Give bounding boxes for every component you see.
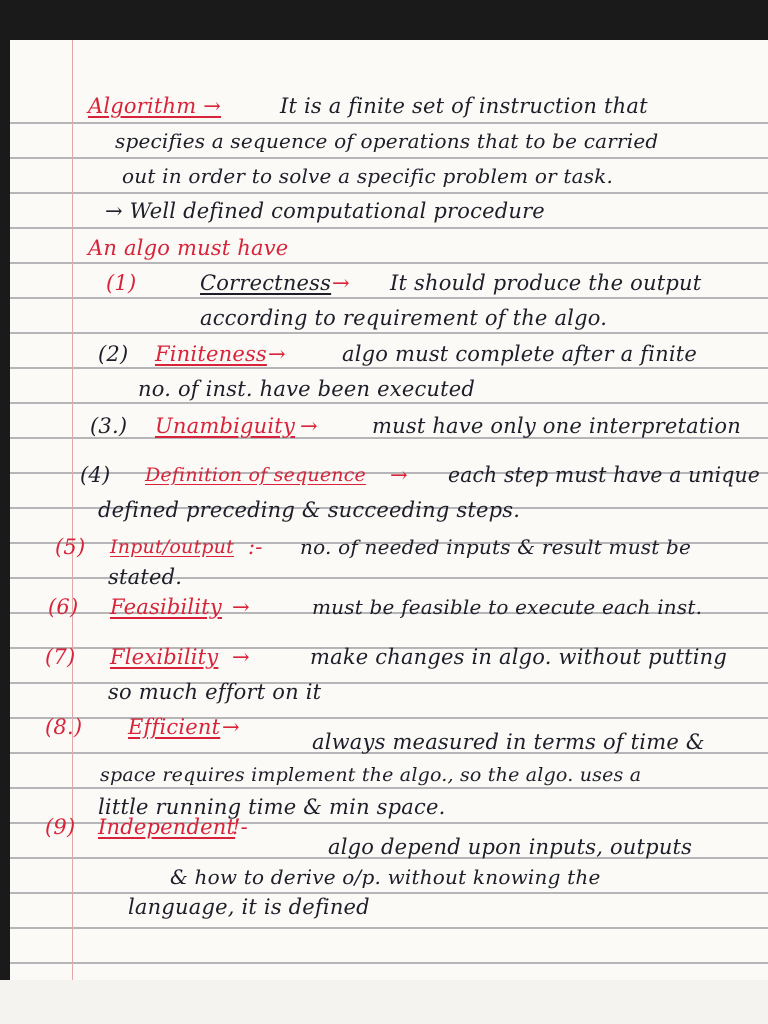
- property-text-line-1: must have only one interpretation: [372, 414, 741, 438]
- definition-term: Algorithm →: [88, 94, 222, 118]
- alt-definition: → Well defined computational procedure: [105, 199, 545, 223]
- property-arrow: →: [222, 715, 240, 739]
- property-text-line-2: stated.: [108, 565, 183, 589]
- property-number: (7): [45, 645, 76, 669]
- page-bottom-edge: [0, 980, 768, 1024]
- property-arrow: !-: [232, 815, 248, 839]
- property-text-line-2: according to requirement of the algo.: [200, 306, 608, 330]
- property-text-line-1: algo depend upon inputs, outputs: [328, 835, 693, 859]
- property-name: Unambiguity: [155, 414, 296, 438]
- property-name: Efficient: [128, 715, 221, 739]
- property-arrow: →: [232, 595, 250, 619]
- property-text-line-2: space requires implement the algo., so the algo. uses a: [100, 764, 642, 786]
- property-text-line-1: make changes in algo. without putting: [310, 645, 728, 669]
- property-text-line-1: algo must complete after a finite: [342, 342, 698, 366]
- property-number: (6): [48, 595, 79, 619]
- definition-line-1: It is a finite set of instruction that: [280, 94, 648, 118]
- property-name: Finiteness: [155, 342, 267, 366]
- property-number: (4): [80, 463, 111, 487]
- property-name: Definition of sequence: [145, 464, 366, 486]
- property-number: (2): [98, 342, 129, 366]
- property-text-line-1: no. of needed inputs & result must be: [300, 535, 692, 559]
- property-number: (8.): [45, 715, 83, 739]
- property-text-line-1: must be feasible to execute each inst.: [312, 595, 703, 619]
- property-name: Flexibility: [110, 645, 219, 669]
- property-text-line-1: always measured in terms of time &: [312, 730, 705, 754]
- property-text-line-1: each step must have a unique: [448, 463, 760, 487]
- definition-line-3: out in order to solve a specific problem or task.: [122, 164, 614, 188]
- property-number: (1): [106, 271, 137, 295]
- property-arrow: :-: [248, 535, 263, 559]
- property-text-line-1: It should produce the output: [390, 271, 702, 295]
- property-name: Independent: [98, 815, 236, 839]
- property-arrow: →: [268, 342, 286, 366]
- property-text-line-2: & how to derive o/p. without knowing the: [170, 865, 601, 889]
- property-text-line-3: little running time & min space.: [98, 795, 446, 819]
- property-arrow: →: [232, 645, 250, 669]
- margin-line: [72, 40, 73, 980]
- definition-line-2: specifies a sequence of operations that to be carried: [115, 129, 659, 153]
- property-name: Correctness: [200, 271, 332, 295]
- property-text-line-2: so much effort on it: [108, 680, 322, 704]
- property-number: (3.): [90, 414, 128, 438]
- property-arrow: →: [300, 414, 318, 438]
- notebook-page: [10, 40, 768, 980]
- property-name: Input/output: [110, 536, 234, 558]
- property-number: (5): [55, 535, 86, 559]
- property-arrow: →: [390, 463, 408, 487]
- property-name: Feasibility: [110, 595, 222, 619]
- property-text-line-2: no. of inst. have been executed: [138, 377, 476, 401]
- property-arrow: →: [332, 271, 350, 295]
- property-text-line-2: defined preceding & succeeding steps.: [98, 498, 521, 522]
- property-number: (9): [45, 815, 76, 839]
- section-heading: An algo must have: [88, 236, 289, 260]
- property-text-line-3: language, it is defined: [128, 895, 370, 919]
